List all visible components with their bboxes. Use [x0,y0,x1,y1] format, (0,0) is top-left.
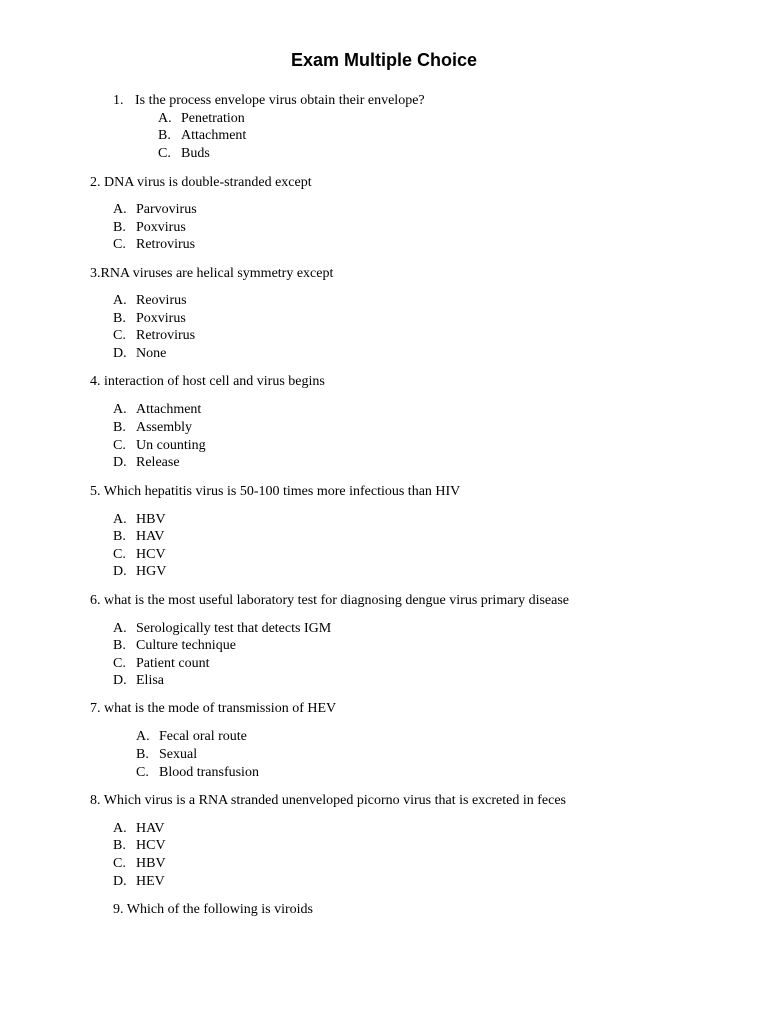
option-7a [136,728,247,746]
option-4d [113,454,180,472]
option-1a [158,110,245,128]
option-4a [113,401,201,419]
option-text: Elisa [136,673,164,688]
question-3: 3.RNA viruses are helical symmetry except [90,266,334,281]
option-2a [113,201,197,219]
option-text: Fecal oral route [159,729,247,744]
question-1 [113,92,425,110]
option-text: HBV [136,856,166,871]
option-4b [113,419,192,437]
option-text: Un counting [136,438,206,453]
option-letter: A. [158,111,172,126]
option-letter: B. [113,838,126,853]
option-text: HAV [136,529,165,544]
option-letter: A. [113,293,127,308]
option-text: Reovirus [136,293,187,308]
option-letter: B. [113,311,126,326]
option-letter: B. [158,128,171,143]
option-letter: C. [136,765,149,780]
option-5d [113,563,166,581]
option-5b [113,528,165,546]
option-text: Parvovirus [136,202,197,217]
question-2: 2. DNA virus is double-stranded except [90,175,312,190]
question-prompt: Is the process envelope virus obtain their envelope? [135,93,425,108]
option-text: Retrovirus [136,237,196,252]
option-text: Buds [181,146,210,161]
option-letter: B. [113,420,126,435]
option-text: Penetration [181,111,245,126]
option-text: Patient count [136,656,210,671]
option-6a [113,620,331,638]
option-text: HCV [136,547,166,562]
option-letter: C. [158,146,171,161]
option-6b [113,637,236,655]
option-7b [136,746,197,764]
option-letter: A. [113,821,127,836]
option-6c [113,655,210,673]
option-letter: A. [113,512,127,527]
option-letter: C. [113,856,126,871]
option-7c [136,764,259,782]
option-letter: C. [113,438,126,453]
option-3a [113,292,187,310]
option-letter: D. [113,673,127,688]
option-letter: C. [113,547,126,562]
option-3d [113,345,166,363]
option-6d [113,672,164,690]
option-letter: A. [136,729,150,744]
option-8d [113,873,165,891]
question-5: 5. Which hepatitis virus is 50-100 times more infectious than HIV [90,484,461,499]
option-1b [158,127,246,145]
question-9: 9. Which of the following is viroids [113,902,313,917]
option-8c [113,855,166,873]
option-text: HCV [136,838,166,853]
option-letter: B. [136,747,149,762]
option-5a [113,511,166,529]
option-5c [113,546,166,564]
option-letter: A. [113,621,127,636]
option-2c [113,236,195,254]
option-letter: C. [113,656,126,671]
option-text: Poxvirus [136,311,186,326]
question-8: 8. Which virus is a RNA stranded unenveloped picorno virus that is excreted in feces [90,793,567,808]
option-letter: B. [113,220,126,235]
option-text: Blood transfusion [159,765,259,780]
option-letter: D. [113,564,127,579]
option-text: Poxvirus [136,220,186,235]
option-text: HBV [136,512,166,527]
option-text: Attachment [181,128,247,143]
option-1c [158,145,210,163]
option-letter: A. [113,402,127,417]
option-letter: A. [113,202,127,217]
question-number: 1. [113,93,124,108]
option-4c [113,437,206,455]
option-8a [113,820,165,838]
option-letter: B. [113,529,126,544]
option-text: Release [136,455,180,470]
question-7: 7. what is the mode of transmission of HEV [90,701,337,716]
question-6: 6. what is the most useful laboratory test for diagnosing dengue virus primary disease [90,593,570,608]
option-text: None [136,346,167,361]
option-text: Sexual [159,747,198,762]
option-text: Attachment [136,402,202,417]
option-text: HAV [136,821,165,836]
option-letter: D. [113,874,127,889]
option-letter: C. [113,328,126,343]
question-4: 4. interaction of host cell and virus begins [90,374,325,389]
option-3b [113,310,186,328]
page-title: Exam Multiple Choice [290,50,478,70]
option-text: Assembly [136,420,192,435]
option-text: HGV [136,564,167,579]
option-text: Retrovirus [136,328,196,343]
option-letter: C. [113,237,126,252]
option-letter: D. [113,455,127,470]
option-letter: B. [113,638,126,653]
option-2b [113,219,186,237]
option-text: HEV [136,874,165,889]
option-text: Serologically test that detects IGM [136,621,332,636]
option-3c [113,327,195,345]
option-text: Culture technique [136,638,236,653]
option-letter: D. [113,346,127,361]
option-8b [113,837,166,855]
